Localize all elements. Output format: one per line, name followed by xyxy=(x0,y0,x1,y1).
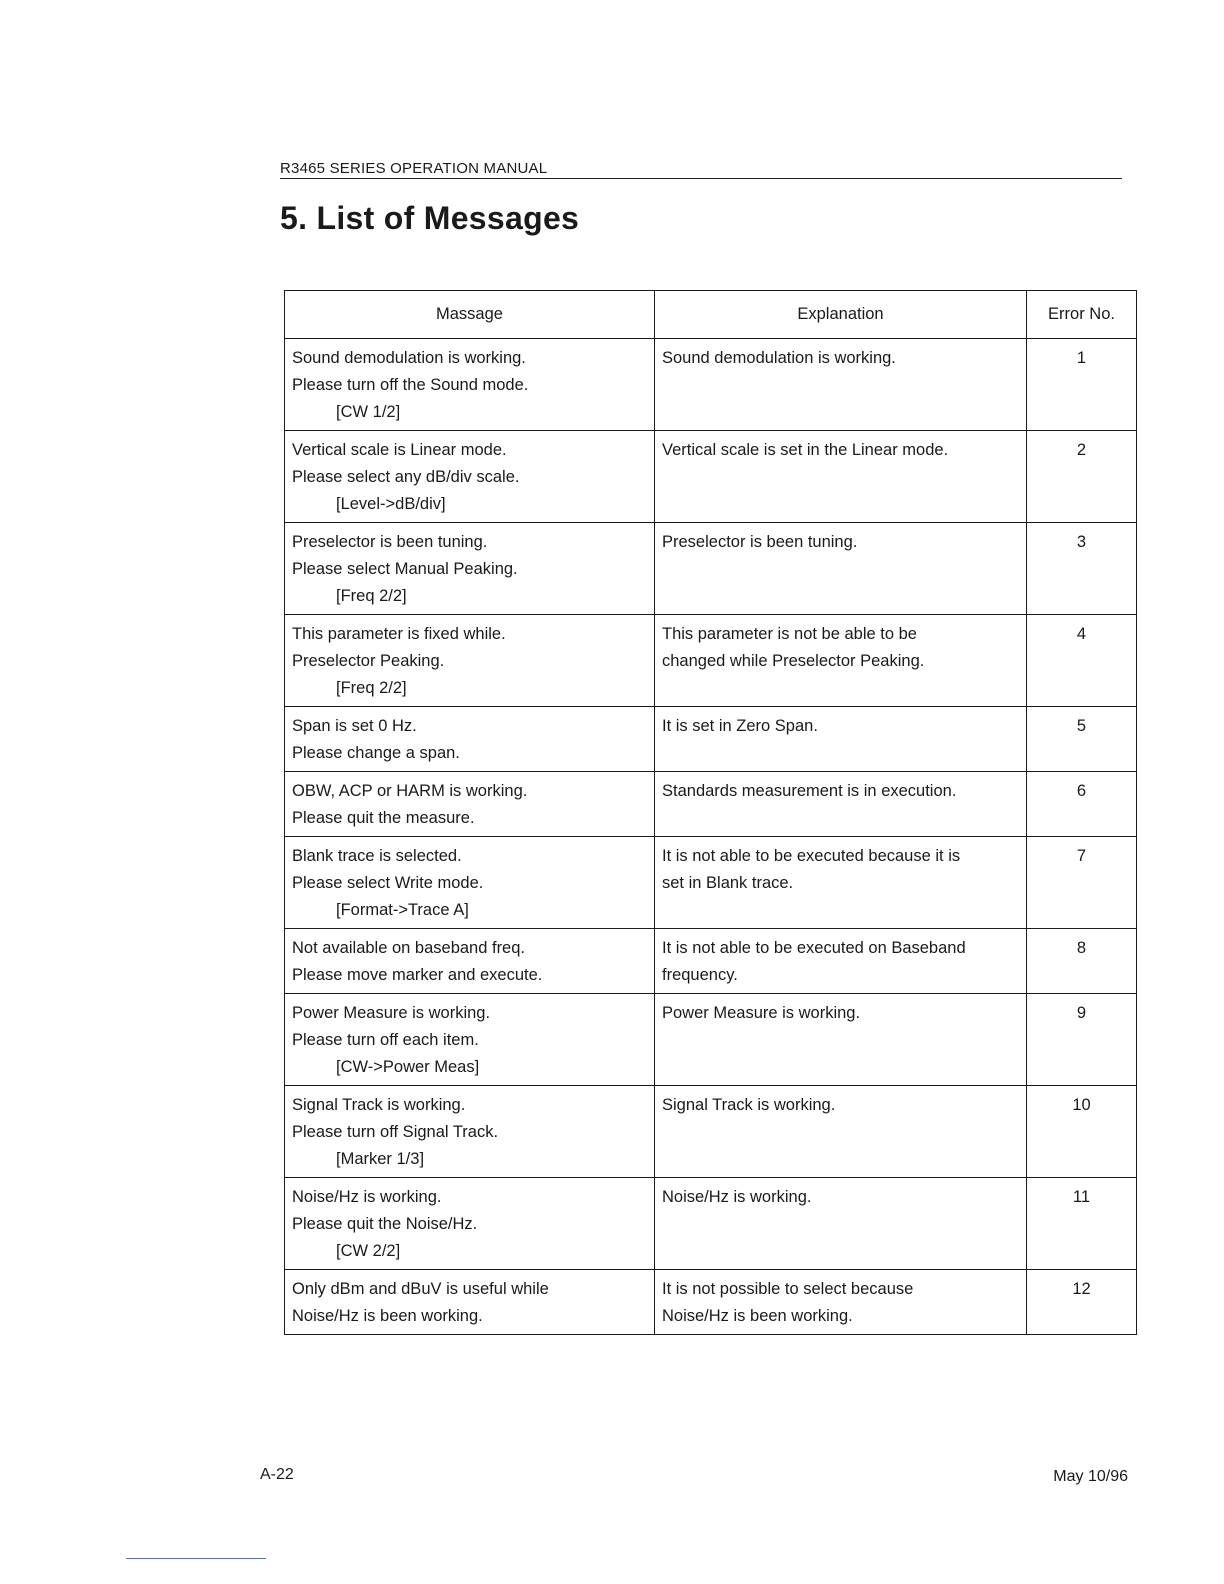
error-number: 7 xyxy=(1027,837,1137,929)
explanation-cell xyxy=(655,772,1027,837)
explanation-line: It is set in Zero Span. xyxy=(662,717,818,735)
message-cell xyxy=(285,772,655,837)
error-number: 9 xyxy=(1027,994,1137,1086)
explanation-line: It is not able to be executed because it is xyxy=(662,847,961,865)
message-line: OBW, ACP or HARM is working. xyxy=(292,782,528,800)
column-header-error-no: Error No. xyxy=(1027,291,1137,339)
message-line: Please select Write mode. xyxy=(292,874,484,892)
page-number: A-22 xyxy=(260,1466,294,1483)
error-number: 5 xyxy=(1027,707,1137,772)
message-cell xyxy=(285,339,655,431)
explanation-line: Sound demodulation is working. xyxy=(662,349,896,367)
error-number: 3 xyxy=(1027,523,1137,615)
message-line: Sound demodulation is working. xyxy=(292,349,526,367)
message-line: Signal Track is working. xyxy=(292,1096,466,1114)
key-path: [Marker 1/3] xyxy=(336,1150,425,1168)
table-row xyxy=(285,431,1137,523)
key-path: [CW 2/2] xyxy=(336,1242,401,1260)
explanation-line: set in Blank trace. xyxy=(662,874,794,892)
table-row xyxy=(285,615,1137,707)
message-line: Not available on baseband freq. xyxy=(292,939,525,957)
message-line: Preselector Peaking. xyxy=(292,652,445,670)
explanation-line: Noise/Hz is working. xyxy=(662,1188,812,1206)
messages-table xyxy=(284,290,1137,1335)
key-path: [Level->dB/div] xyxy=(336,495,446,513)
message-line: Noise/Hz is been working. xyxy=(292,1307,483,1325)
message-cell xyxy=(285,1178,655,1270)
key-path: [CW->Power Meas] xyxy=(336,1058,480,1076)
error-number: 4 xyxy=(1027,615,1137,707)
message-line: Span is set 0 Hz. xyxy=(292,717,417,735)
explanation-cell xyxy=(655,837,1027,929)
explanation-line: It is not possible to select because xyxy=(662,1280,914,1298)
message-line: Preselector is been tuning. xyxy=(292,533,488,551)
message-line: Please turn off each item. xyxy=(292,1031,479,1049)
explanation-cell xyxy=(655,1086,1027,1178)
table-row xyxy=(285,1178,1137,1270)
explanation-line: It is not able to be executed on Baseband xyxy=(662,939,966,957)
message-cell xyxy=(285,929,655,994)
message-line: Only dBm and dBuV is useful while xyxy=(292,1280,549,1298)
key-path: [CW 1/2] xyxy=(336,403,401,421)
message-line: Please turn off Signal Track. xyxy=(292,1123,499,1141)
message-cell xyxy=(285,615,655,707)
explanation-cell xyxy=(655,707,1027,772)
message-line: Power Measure is working. xyxy=(292,1004,491,1022)
table-row xyxy=(285,994,1137,1086)
message-cell xyxy=(285,1270,655,1335)
table-row xyxy=(285,837,1137,929)
explanation-line: frequency. xyxy=(662,966,738,984)
explanation-line: Preselector is been tuning. xyxy=(662,533,858,551)
table-row xyxy=(285,523,1137,615)
error-number: 10 xyxy=(1027,1086,1137,1178)
error-number: 12 xyxy=(1027,1270,1137,1335)
explanation-line: Standards measurement is in execution. xyxy=(662,782,957,800)
section-title: 5. List of Messages xyxy=(280,200,580,236)
explanation-line: Power Measure is working. xyxy=(662,1004,861,1022)
revision-date: May 10/96 xyxy=(1053,1468,1128,1485)
error-number: 1 xyxy=(1027,339,1137,431)
message-cell xyxy=(285,523,655,615)
explanation-line: Signal Track is working. xyxy=(662,1096,836,1114)
messages-table-body xyxy=(285,339,1137,1335)
explanation-line: changed while Preselector Peaking. xyxy=(662,652,925,670)
explanation-line: This parameter is not be able to be xyxy=(662,625,917,643)
scan-artifact-line xyxy=(126,1558,266,1559)
message-line: This parameter is fixed while. xyxy=(292,625,506,643)
column-header-message: Massage xyxy=(285,291,655,339)
message-cell xyxy=(285,431,655,523)
table-row xyxy=(285,707,1137,772)
message-line: Please move marker and execute. xyxy=(292,966,543,984)
error-number: 11 xyxy=(1027,1178,1137,1270)
error-number: 8 xyxy=(1027,929,1137,994)
explanation-cell xyxy=(655,1178,1027,1270)
explanation-cell xyxy=(655,431,1027,523)
message-line: Please turn off the Sound mode. xyxy=(292,376,529,394)
error-number: 2 xyxy=(1027,431,1137,523)
error-number: 6 xyxy=(1027,772,1137,837)
column-header-explanation: Explanation xyxy=(655,291,1027,339)
message-line: Please quit the Noise/Hz. xyxy=(292,1215,478,1233)
message-line: Noise/Hz is working. xyxy=(292,1188,442,1206)
message-cell xyxy=(285,837,655,929)
table-row xyxy=(285,772,1137,837)
table-row xyxy=(285,339,1137,431)
message-line: Vertical scale is Linear mode. xyxy=(292,441,507,459)
table-row xyxy=(285,1086,1137,1178)
message-line: Please change a span. xyxy=(292,744,460,762)
explanation-cell xyxy=(655,615,1027,707)
table-header-row xyxy=(285,291,1137,339)
key-path: [Freq 2/2] xyxy=(336,679,407,697)
manual-header: R3465 SERIES OPERATION MANUAL xyxy=(280,160,1122,179)
explanation-cell xyxy=(655,994,1027,1086)
table-row xyxy=(285,1270,1137,1335)
message-line: Please quit the measure. xyxy=(292,809,475,827)
explanation-line: Vertical scale is set in the Linear mode. xyxy=(662,441,949,459)
message-line: Please select any dB/div scale. xyxy=(292,468,520,486)
explanation-cell xyxy=(655,1270,1027,1335)
message-cell xyxy=(285,994,655,1086)
key-path: [Format->Trace A] xyxy=(336,901,469,919)
explanation-cell xyxy=(655,339,1027,431)
message-line: Blank trace is selected. xyxy=(292,847,462,865)
explanation-line: Noise/Hz is been working. xyxy=(662,1307,853,1325)
explanation-cell xyxy=(655,929,1027,994)
message-cell xyxy=(285,707,655,772)
explanation-cell xyxy=(655,523,1027,615)
message-line: Please select Manual Peaking. xyxy=(292,560,518,578)
table-row xyxy=(285,929,1137,994)
message-cell xyxy=(285,1086,655,1178)
key-path: [Freq 2/2] xyxy=(336,587,407,605)
